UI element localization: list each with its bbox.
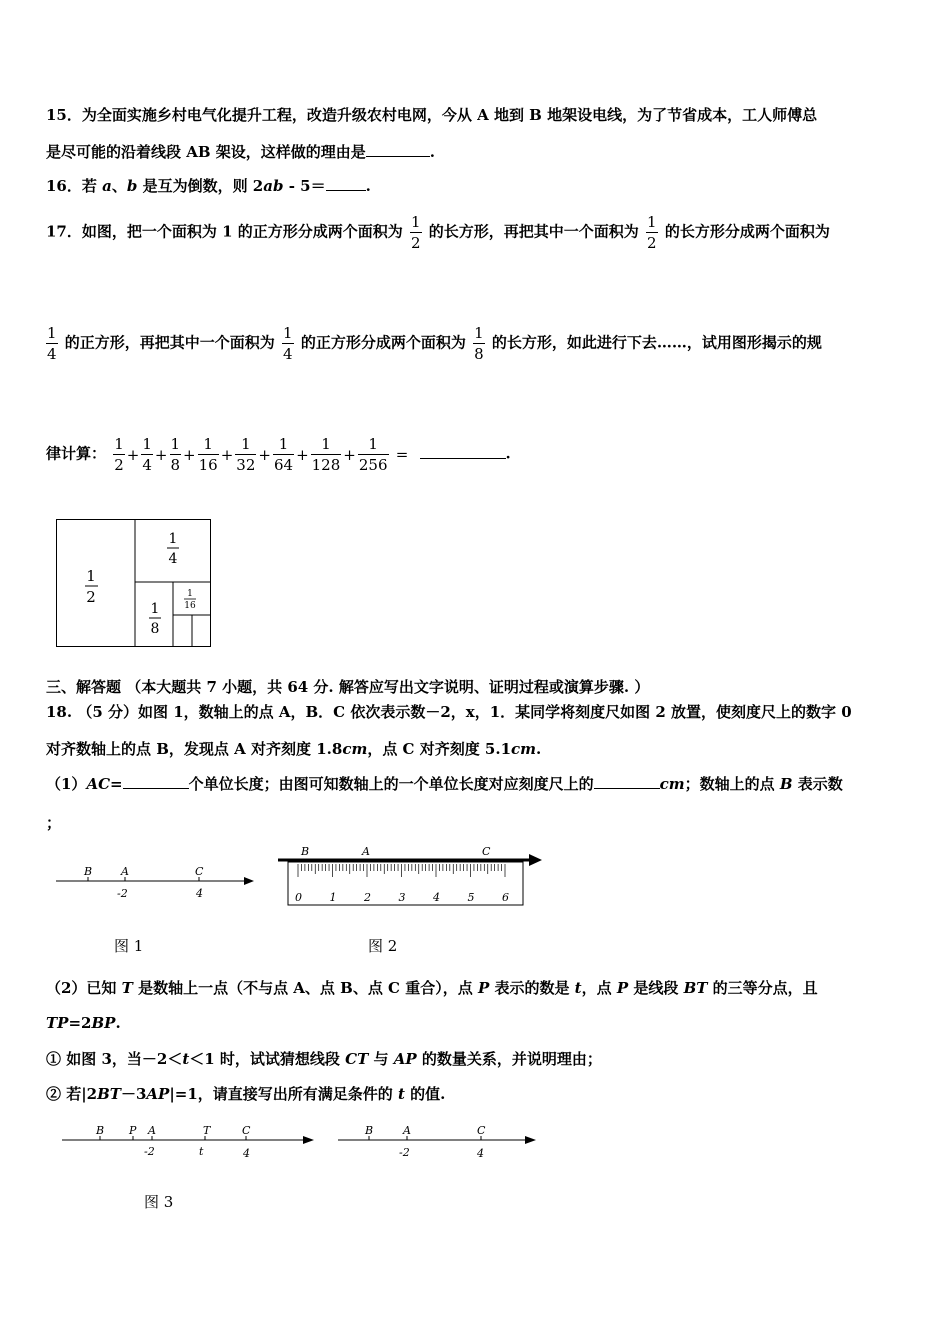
fig2-label-c: C <box>482 845 491 858</box>
fig3-label-b: B <box>96 1124 105 1137</box>
q18-tp: TP <box>46 1014 69 1032</box>
q17-sum-term: $\frac{1}{128}$ <box>311 435 341 474</box>
q18-t-var: t <box>574 979 582 997</box>
q18-p2e: 是线段 <box>628 979 684 997</box>
q18-unit-cm-1: cm <box>342 740 368 758</box>
q17-p2: 的长方形，再把其中一个面积为 <box>428 222 639 241</box>
q18-l2end: . <box>536 740 542 758</box>
figure3-right-number-line <box>336 1124 540 1164</box>
q15-end: . <box>429 143 435 161</box>
q18-line1: 18. （5 分）如图 1，数轴上的点 A，B．C 依次表示数－2，x，1．某同学将刻度尺如图 2 放置，使刻度尺上的数字 0 <box>46 703 852 721</box>
q15-line1: 15．为全面实施乡村电气化提升工程，改造升级农村电网，今从 A 地到 B 地架设电线，为了节省成本，工人师傅总 <box>46 106 818 124</box>
figure3-left-number-line <box>60 1124 318 1164</box>
q17-plus-sign: + <box>183 445 196 464</box>
q16-var-a: a <box>102 177 112 195</box>
fig-eighth-num: 1 <box>150 601 160 617</box>
q17-plus-sign: + <box>126 445 140 464</box>
q18-bp: BP <box>91 1014 116 1032</box>
fig-eighth-den: 8 <box>150 621 160 637</box>
q18-p2d: ，点 <box>581 979 617 997</box>
q18-blank-ac <box>123 774 189 789</box>
q18-c2d: 的值. <box>404 1085 446 1103</box>
q17-line3 <box>46 434 511 475</box>
q18-p1c: 个单位长度；由图可知数轴上的一个单位长度对应刻度尺上的 <box>188 775 594 793</box>
q18-c2b: －3 <box>120 1085 147 1103</box>
fig3-label-t: T <box>203 1124 211 1137</box>
fig-sixteenth-den: 16 <box>184 601 196 611</box>
ruler-number: 2 <box>364 891 371 904</box>
q17-frac-eighth: $\frac{1}{8}$ <box>474 324 484 363</box>
q18-c1c: 与 <box>368 1050 394 1068</box>
q17-line1 <box>46 212 830 253</box>
q17-sum-term: $\frac{1}{32}$ <box>236 435 256 474</box>
q15-line2-text: 是尽可能的沿着线段 AB 架设，这样做的理由是 <box>46 143 366 161</box>
ruler-axis-arrow <box>529 854 542 866</box>
q17-frac-half-2: $\frac{1}{2}$ <box>647 213 657 252</box>
fig-quarter-den: 4 <box>168 551 178 567</box>
q16-var-ab: ab <box>263 177 284 195</box>
q17-answer-blank <box>420 444 506 459</box>
q18-c2-ap: AP <box>146 1085 170 1103</box>
q18-semicolon-line: ； <box>46 814 62 832</box>
ruler-number: 1 <box>329 891 337 904</box>
fig3r-label-b: B <box>365 1124 374 1137</box>
q18-p-point-2: P <box>616 979 629 997</box>
fig-quarter-num: 1 <box>168 531 178 547</box>
q17-sum-term: $\frac{1}{16}$ <box>198 435 218 474</box>
section3-title: 三、解答题 （本大题共 7 小题，共 64 分. 解答应写出文字说明、证明过程或演算步骤. ） <box>46 678 650 696</box>
q18-p-point: P <box>477 979 490 997</box>
q18-c2a: ② 若|2 <box>46 1085 98 1103</box>
q18-subq2 <box>46 1083 445 1104</box>
q18-c1b: ＜1 时，试试猜想线段 <box>189 1050 346 1068</box>
q17-plus-sign: + <box>296 445 309 464</box>
q18-unit-cm-2: cm <box>511 740 537 758</box>
q18-c1-ap: AP <box>393 1050 417 1068</box>
q18-unit-cm-3: cm <box>659 775 685 793</box>
q17-plus-sign: + <box>258 445 271 464</box>
q17-p3: 的长方形分成两个面积为 <box>664 222 830 241</box>
q18-dot: . <box>115 1014 121 1032</box>
fig3-label-p: P <box>129 1124 137 1137</box>
fig3-label-c: C <box>242 1124 251 1137</box>
ruler-number: 6 <box>502 891 509 904</box>
q18-blank-unit <box>594 774 660 789</box>
fig1-label-b: B <box>84 865 93 878</box>
q18-subq1 <box>46 1048 602 1069</box>
figure2-caption: 图 2 <box>368 937 398 955</box>
q18-t-point: T <box>121 979 133 997</box>
figure3-caption: 图 3 <box>144 1193 174 1211</box>
fig1-label-minus2: -2 <box>117 887 128 900</box>
fig3r-label-minus2: -2 <box>399 1146 410 1159</box>
q17-line2 <box>44 323 822 364</box>
q16-end: . <box>365 177 371 195</box>
fig3r-label-a: A <box>403 1124 411 1137</box>
q18-bt: BT <box>683 979 708 997</box>
q15-answer-blank <box>366 142 430 157</box>
q17-sum-term: $\frac{1}{2}$ <box>114 435 124 474</box>
q17-p6: 的长方形，如此进行下去……，试用图形揭示的规 <box>491 333 822 352</box>
axis-arrow <box>303 1136 314 1144</box>
q18-p2a: （2）已知 <box>46 979 122 997</box>
axis-arrow <box>244 877 254 885</box>
q17-sum-term: $\frac{1}{64}$ <box>273 435 294 474</box>
q18-l2a: 对齐数轴上的点 B，发现点 A 对齐刻度 1.8 <box>46 740 343 758</box>
figure2-ruler <box>276 843 544 909</box>
q17-equals: = <box>395 445 409 464</box>
fig1-label-c: C <box>195 865 204 878</box>
q18-p2c: 表示的数是 <box>489 979 575 997</box>
q18-p2b: 是数轴上一点（不与点 A、点 B、点 C 重合），点 <box>132 979 478 997</box>
outer-square <box>57 520 211 647</box>
q18-line2 <box>46 738 541 759</box>
q17-plus-sign: + <box>154 445 168 464</box>
q16-sep: 、 <box>111 177 127 195</box>
q17-plus-sign: + <box>343 445 356 464</box>
q18-p1b: = <box>110 775 123 793</box>
q18-part2-line1 <box>46 977 818 998</box>
q17-sum-expression <box>111 435 390 474</box>
q18-part1 <box>46 773 843 794</box>
q18-c1-ct: CT <box>345 1050 369 1068</box>
ruler-number: 0 <box>295 891 302 904</box>
q17-sum-term: $\frac{1}{4}$ <box>142 435 152 474</box>
q18-point-b: B <box>779 775 793 793</box>
q16-answer-blank <box>326 176 366 191</box>
fig2-label-a: A <box>362 845 370 858</box>
q18-part2-line2 <box>46 1014 121 1032</box>
q16-mid: 是互为倒数，则 2 <box>137 177 264 195</box>
figure1-caption: 图 1 <box>114 937 144 955</box>
fig3-label-minus2: -2 <box>144 1145 155 1158</box>
fig3r-label-c: C <box>477 1124 486 1137</box>
q18-c1a: ① 如图 3，当－2＜ <box>46 1050 183 1068</box>
q17-square-figure <box>56 519 214 649</box>
q18-p1d: ；数轴上的点 <box>684 775 780 793</box>
q18-ac: AC <box>86 775 111 793</box>
ruler-number: 4 <box>433 891 440 904</box>
ruler-number: 3 <box>398 891 406 904</box>
q18-p1e: 表示数 <box>792 775 843 793</box>
q17-sum-term: $\frac{1}{8}$ <box>170 435 181 474</box>
fig-sixteenth-num: 1 <box>187 589 193 599</box>
q16-var-b: b <box>126 177 138 195</box>
q17-frac-quarter-1: $\frac{1}{4}$ <box>47 324 57 363</box>
q18-p2f: 的三等分点，且 <box>707 979 818 997</box>
q17-frac-quarter-2: $\frac{1}{4}$ <box>283 324 293 363</box>
fig3-label-tval: t <box>199 1145 204 1158</box>
q17-frac-half-1: $\frac{1}{2}$ <box>411 213 421 252</box>
fig1-label-4: 4 <box>196 887 203 900</box>
q16-tail: - 5＝ <box>283 177 326 195</box>
q17-sum-term: $\frac{1}{256}$ <box>358 435 388 474</box>
figure1-number-line <box>54 862 258 902</box>
q18-eq2bp: =2 <box>68 1014 92 1032</box>
q18-c1-t: t <box>182 1050 190 1068</box>
q18-c1d: 的数量关系，并说明理由； <box>416 1050 602 1068</box>
ruler-ticks <box>295 864 509 904</box>
fig-half-num: 1 <box>86 567 96 585</box>
fig3r-label-4: 4 <box>477 1147 484 1160</box>
q18-c2-t: t <box>398 1085 405 1103</box>
fig2-label-b: B <box>301 845 310 858</box>
q17-p4: 的正方形，再把其中一个面积为 <box>64 333 275 352</box>
q17-p5: 的正方形分成两个面积为 <box>300 333 466 352</box>
q15-line2 <box>46 141 435 162</box>
q17-end: . <box>505 444 511 463</box>
fig3-label-a: A <box>148 1124 156 1137</box>
fig-half-den: 2 <box>86 588 96 606</box>
fig1-label-a: A <box>121 865 129 878</box>
q16-pre: 16．若 <box>46 177 103 195</box>
q18-l2b: ，点 C 对齐刻度 5.1 <box>367 740 512 758</box>
ruler-number: 5 <box>467 891 475 904</box>
q17-p7: 律计算： <box>46 444 107 463</box>
q17-plus-sign: + <box>220 445 234 464</box>
q17-p1: 17．如图，把一个面积为 1 的正方形分成两个面积为 <box>46 222 403 241</box>
q18-c2-bt: BT <box>97 1085 121 1103</box>
q18-c2c: |=1，请直接写出所有满足条件的 <box>169 1085 399 1103</box>
axis-arrow <box>525 1136 536 1144</box>
q16-line <box>46 175 371 196</box>
fig3-label-4: 4 <box>243 1147 250 1160</box>
q18-p1a: （1） <box>46 775 87 793</box>
